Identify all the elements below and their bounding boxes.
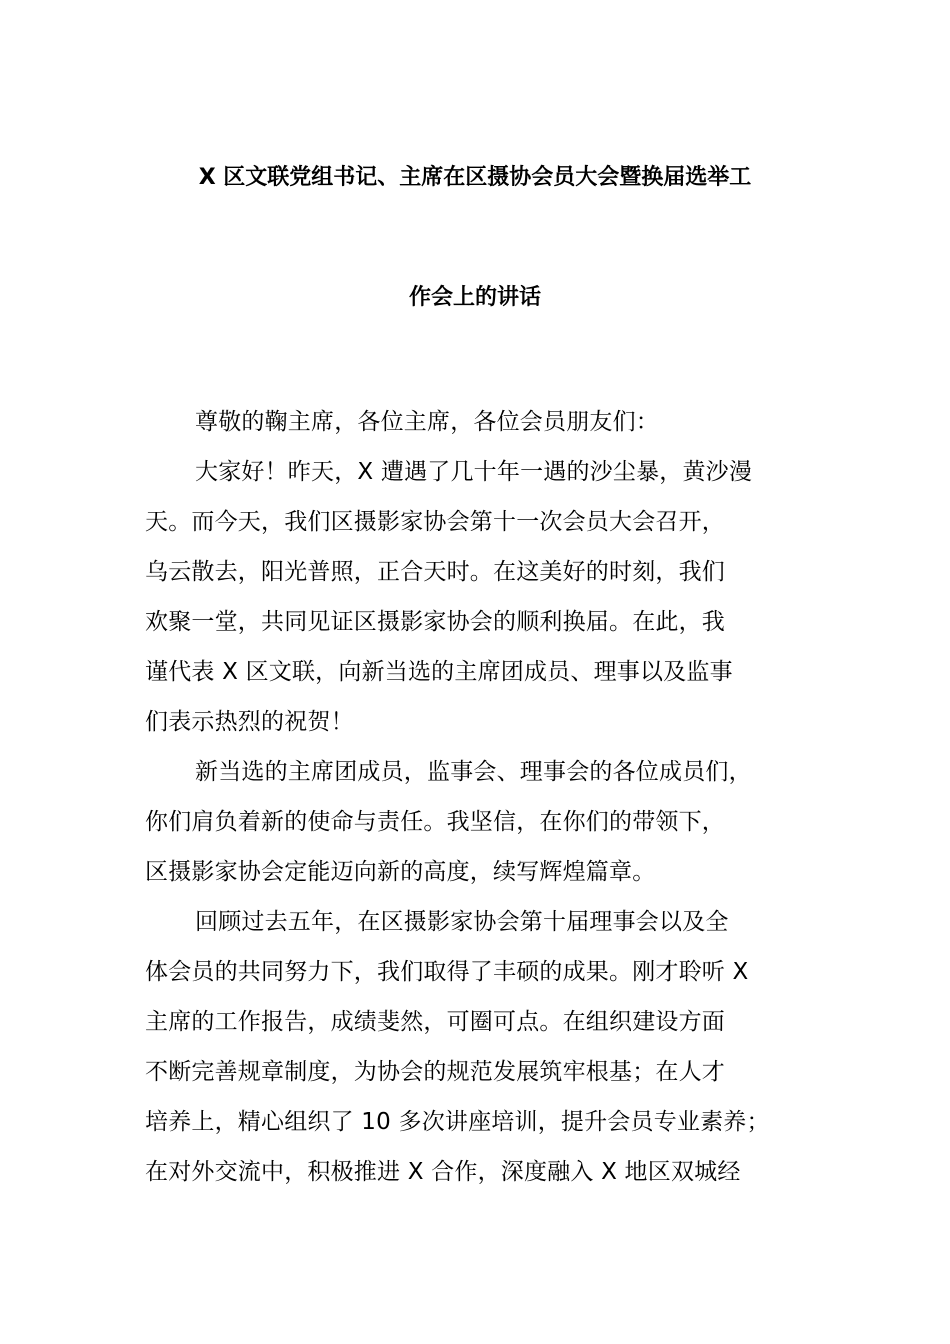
body-line: 大家好！昨天，X 遭遇了几十年一遇的沙尘暴，黄沙漫 [195,459,753,485]
body-line: 体会员的共同努力下，我们取得了丰硕的成果。刚才聆听 X [145,959,749,985]
document-body [145,404,835,1204]
document-title-line-2: 作会上的讲话 [408,285,541,310]
body-line: 们表示热烈的祝贺！ [145,709,354,735]
document-title-line-1: X 区文联党组书记、主席在区摄协会员大会暨换届选举工 [198,165,752,190]
body-line: 乌云散去，阳光普照，正合天时。在这美好的时刻，我们 [145,559,725,585]
body-line: 新当选的主席团成员，监事会、理事会的各位成员们， [195,759,752,785]
body-line: 谨代表 X 区文联，向新当选的主席团成员、理事以及监事 [145,659,733,685]
body-line: 你们肩负着新的使命与责任。我坚信，在你们的带领下， [145,809,725,835]
body-line: 区摄影家协会定能迈向新的高度，续写辉煌篇章。 [145,859,656,885]
body-line: 不断完善规章制度，为协会的规范发展筑牢根基；在人才 [145,1059,725,1085]
body-line: 天。而今天，我们区摄影家协会第十一次会员大会召开， [145,509,725,535]
body-line: 在对外交流中，积极推进 X 合作，深度融入 X 地区双城经 [145,1159,741,1185]
body-line-salutation: 尊敬的鞠主席，各位主席，各位会员朋友们： [195,409,659,435]
body-line: 欢聚一堂，共同见证区摄影家协会的顺利换届。在此，我 [145,609,725,635]
body-line: 培养上，精心组织了 10 多次讲座培训，提升会员专业素养； [145,1109,770,1135]
body-line: 主席的工作报告，成绩斐然，可圈可点。在组织建设方面 [145,1009,725,1035]
body-line: 回顾过去五年，在区摄影家协会第十届理事会以及全 [195,909,729,935]
